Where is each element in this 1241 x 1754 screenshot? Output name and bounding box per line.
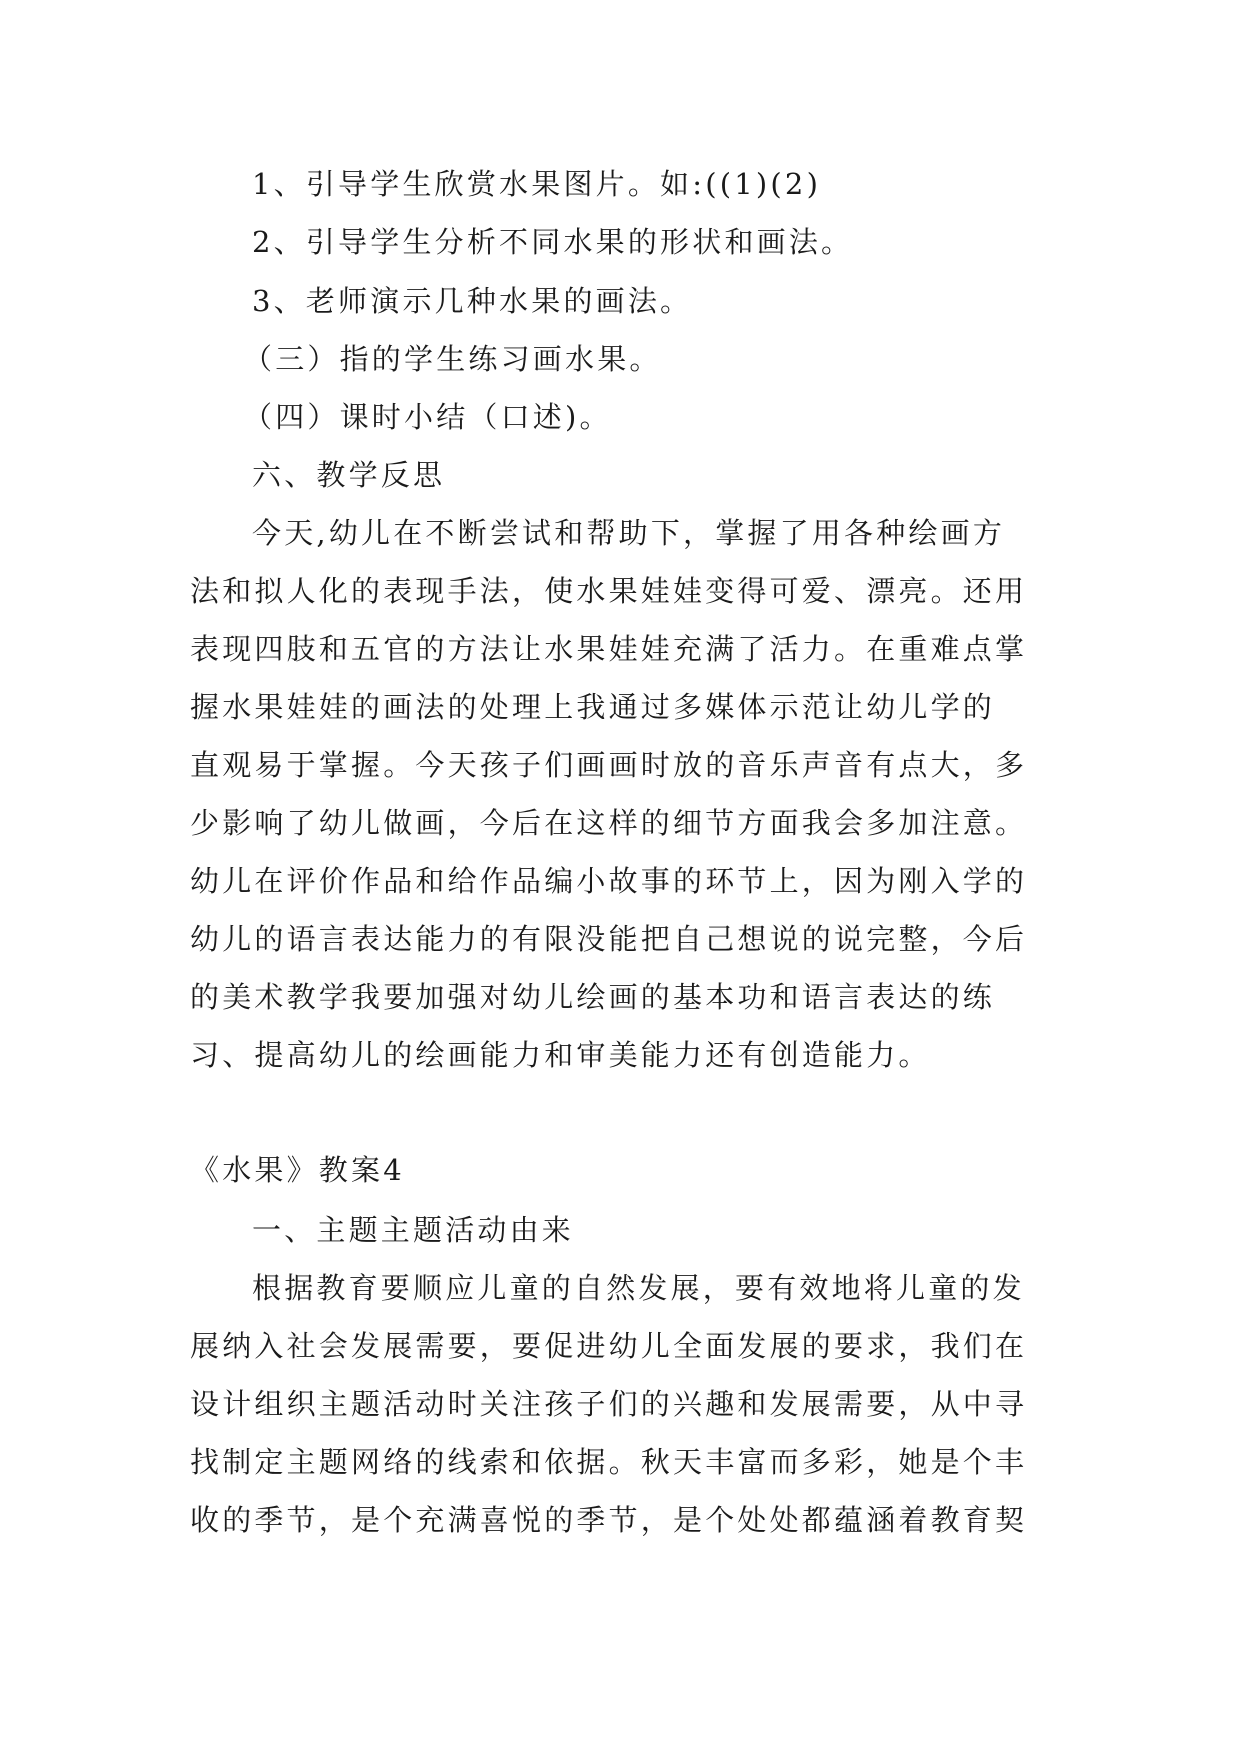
- paragraph-line: 展纳入社会发展需要，要促进幼儿全面发展的要求，我们在: [190, 1329, 1028, 1363]
- paragraph-line: 直观易于掌握。今天孩子们画画时放的音乐声音有点大，多: [190, 748, 1028, 782]
- list-item-2: 2、引导学生分析不同水果的形状和画法。: [252, 225, 854, 259]
- paragraph-line: 表现四肢和五官的方法让水果娃娃充满了活力。在重难点掌: [190, 632, 1028, 666]
- paragraph-line: 少影响了幼儿做画，今后在这样的细节方面我会多加注意。: [190, 806, 1028, 840]
- paragraph-line: 找制定主题网络的线索和依据。秋天丰富而多彩，她是个丰: [190, 1445, 1028, 1479]
- step-3: （三）指的学生练习画水果。: [243, 342, 662, 376]
- paragraph-line: 设计组织主题活动时关注孩子们的兴趣和发展需要，从中寻: [190, 1387, 1028, 1421]
- paragraph-line: 的美术教学我要加强对幼儿绘画的基本功和语言表达的练: [190, 980, 996, 1014]
- paragraph-line: 幼儿的语言表达能力的有限没能把自己想说的说完整，今后: [190, 922, 1028, 956]
- paragraph-line: 握水果娃娃的画法的处理上我通过多媒体示范让幼儿学的: [190, 690, 996, 724]
- paragraph-line: 幼儿在评价作品和给作品编小故事的环节上，因为刚入学的: [190, 864, 1028, 898]
- section-heading-origin: 一、主题主题活动由来: [252, 1213, 575, 1247]
- paragraph-line: 习、提高幼儿的绘画能力和审美能力还有创造能力。: [190, 1038, 931, 1072]
- list-item-1: 1、引导学生欣赏水果图片。如:((1)(2): [252, 167, 822, 201]
- list-item-3: 3、老师演示几种水果的画法。: [252, 284, 693, 318]
- document-title: 《水果》教案4: [190, 1153, 405, 1187]
- section-heading-reflection: 六、教学反思: [252, 458, 446, 492]
- step-4: （四）课时小结（口述)。: [243, 400, 612, 434]
- paragraph-line: 今天,幼儿在不断尝试和帮助下，掌握了用各种绘画方: [252, 516, 1006, 550]
- paragraph-line: 根据教育要顺应儿童的自然发展，要有效地将儿童的发: [252, 1271, 1025, 1305]
- paragraph-line: 收的季节，是个充满喜悦的季节，是个处处都蕴涵着教育契: [190, 1503, 1028, 1537]
- paragraph-line: 法和拟人化的表现手法，使水果娃娃变得可爱、漂亮。还用: [190, 574, 1028, 608]
